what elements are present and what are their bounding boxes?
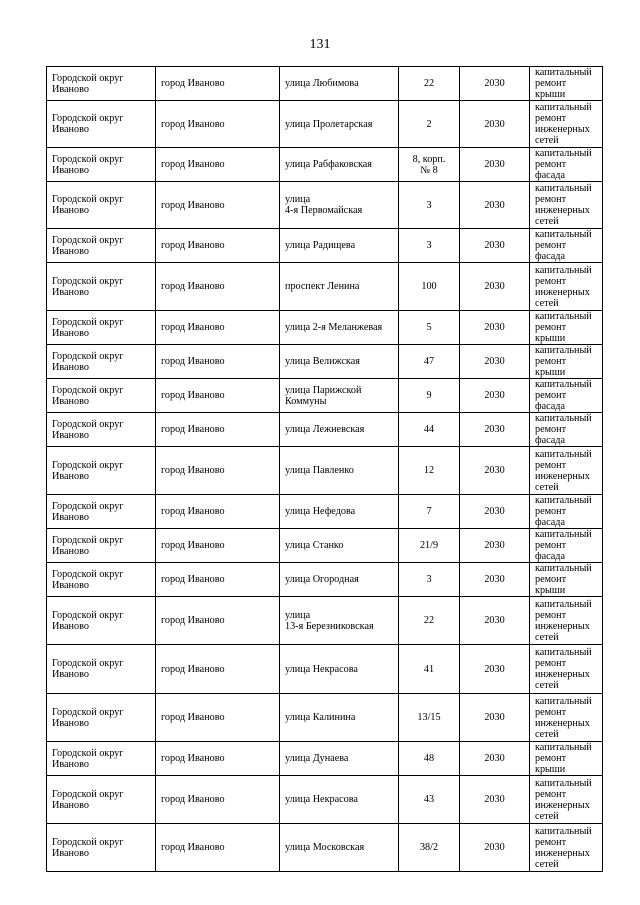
street-cell-text: проспект Ленина (285, 281, 360, 292)
street-cell-text: улица Парижской Коммуны (285, 384, 362, 407)
city-cell-text: город Иваново (161, 712, 225, 723)
year-cell-text: 2030 (484, 540, 505, 551)
house-number-cell-text: 22 (423, 78, 435, 89)
district-cell-text: Городской округ Иваново (52, 234, 124, 257)
street-cell (280, 229, 399, 263)
district-cell (47, 229, 156, 263)
year-cell (460, 776, 530, 824)
city-cell (156, 101, 280, 148)
work-type-cell (530, 597, 603, 645)
district-cell-text: Городской округ Иваново (52, 275, 124, 298)
year-cell-text: 2030 (484, 615, 505, 626)
district-cell (47, 67, 156, 101)
year-cell-text: 2030 (484, 118, 505, 130)
district-cell (47, 495, 156, 529)
house-number-cell-text: 8, корп. № 8 (412, 153, 446, 176)
work-type-cell (530, 694, 603, 742)
year-cell-text: 2030 (484, 712, 505, 723)
year-cell-text: 2030 (484, 842, 505, 853)
city-cell (156, 597, 280, 645)
house-number-cell-text: 3 (426, 240, 432, 251)
year-cell-text: 2030 (484, 794, 505, 805)
house-number-cell (399, 563, 460, 597)
work-type-cell-text: капитальный ремонт крыши (535, 67, 592, 100)
street-cell-text: улица 2-я Меланжевая (285, 322, 383, 333)
street-cell-text: улица Дунаева (285, 753, 349, 764)
work-type-cell (530, 148, 603, 182)
district-cell-text: Городской округ Иваново (52, 658, 124, 680)
city-cell (156, 563, 280, 597)
year-cell (460, 229, 530, 263)
city-cell (156, 694, 280, 742)
street-cell-text: улица Любимова (285, 78, 359, 89)
city-cell (156, 645, 280, 694)
street-cell (280, 694, 399, 742)
year-cell (460, 67, 530, 101)
year-cell-text: 2030 (484, 663, 505, 675)
house-number-cell-text: 41 (423, 663, 435, 675)
table-row (47, 694, 603, 742)
district-cell-text: Городской округ Иваново (52, 316, 124, 339)
work-type-cell (530, 182, 603, 229)
street-cell (280, 311, 399, 345)
work-type-cell (530, 563, 603, 597)
house-number-cell (399, 776, 460, 824)
district-cell (47, 694, 156, 742)
table-row (47, 529, 603, 563)
work-type-cell (530, 311, 603, 345)
house-number-cell (399, 148, 460, 182)
street-cell (280, 413, 399, 447)
district-cell-text: Городской округ Иваново (52, 534, 124, 557)
year-cell (460, 182, 530, 229)
work-type-cell-text: капитальный ремонт крыши (535, 345, 592, 378)
page-number: 131 (309, 37, 331, 52)
table-row (47, 263, 603, 311)
city-cell (156, 495, 280, 529)
district-cell-text: Городской округ Иваново (52, 194, 124, 216)
work-type-cell (530, 101, 603, 148)
work-type-cell-text: капитальный ремонт фасада (535, 229, 592, 262)
work-type-cell (530, 776, 603, 824)
street-cell (280, 379, 399, 413)
city-cell (156, 742, 280, 776)
street-cell-text: улица Лежневская (285, 424, 365, 435)
work-type-cell-text: капитальный ремонт крыши (535, 311, 592, 344)
street-cell (280, 67, 399, 101)
district-cell-text: Городской округ Иваново (52, 350, 124, 373)
street-cell (280, 645, 399, 694)
city-cell-text: город Иваново (161, 118, 225, 130)
house-number-cell-text: 44 (423, 424, 435, 435)
district-cell (47, 148, 156, 182)
street-cell-text: улица Огородная (285, 574, 359, 585)
district-cell (47, 776, 156, 824)
work-type-cell (530, 413, 603, 447)
table-row (47, 597, 603, 645)
table-row (47, 776, 603, 824)
district-cell (47, 597, 156, 645)
district-cell (47, 182, 156, 229)
year-cell-text: 2030 (484, 78, 505, 89)
work-type-cell-text: капитальный ремонт инженерных сетей (535, 647, 592, 691)
year-cell-text: 2030 (484, 465, 505, 476)
street-cell (280, 824, 399, 872)
registry-table (46, 66, 603, 872)
house-number-cell (399, 311, 460, 345)
street-cell (280, 345, 399, 379)
district-cell-text: Городской округ Иваново (52, 153, 124, 176)
street-cell (280, 182, 399, 229)
district-cell-text: Городской округ Иваново (52, 113, 124, 135)
house-number-cell-text: 47 (423, 356, 435, 367)
district-cell (47, 379, 156, 413)
house-number-cell-text: 2 (426, 118, 432, 130)
house-number-cell-text: 100 (421, 281, 437, 292)
house-number-cell-text: 43 (423, 794, 435, 805)
district-cell-text: Городской округ Иваново (52, 609, 124, 632)
work-type-cell (530, 67, 603, 101)
work-type-cell (530, 529, 603, 563)
city-cell (156, 824, 280, 872)
district-cell (47, 263, 156, 311)
year-cell (460, 311, 530, 345)
district-cell-text: Городской округ Иваново (52, 706, 124, 729)
district-cell-text: Городской округ Иваново (52, 459, 124, 482)
district-cell (47, 345, 156, 379)
district-cell (47, 311, 156, 345)
work-type-cell (530, 379, 603, 413)
house-number-cell (399, 345, 460, 379)
house-number-cell-text: 48 (423, 753, 435, 764)
house-number-cell (399, 182, 460, 229)
work-type-cell-text: капитальный ремонт фасада (535, 495, 592, 528)
work-type-cell-text: капитальный ремонт инженерных сетей (535, 598, 592, 643)
city-cell (156, 67, 280, 101)
city-cell (156, 182, 280, 229)
work-type-cell-text: капитальный ремонт инженерных сетей (535, 102, 592, 146)
work-type-cell (530, 495, 603, 529)
house-number-cell (399, 67, 460, 101)
table-row (47, 311, 603, 345)
street-cell-text: улица Рабфаковская (285, 159, 372, 170)
table-row (47, 67, 603, 101)
house-number-cell (399, 742, 460, 776)
table-row (47, 824, 603, 872)
district-cell-text: Городской округ Иваново (52, 568, 124, 591)
street-cell-text: улица Некрасова (285, 663, 358, 675)
city-cell-text: город Иваново (161, 615, 225, 626)
street-cell-text: улица Радищева (285, 240, 356, 251)
street-cell-text: улица Некрасова (285, 794, 358, 805)
city-cell (156, 413, 280, 447)
house-number-cell (399, 495, 460, 529)
city-cell (156, 529, 280, 563)
street-cell (280, 495, 399, 529)
year-cell-text: 2030 (484, 281, 505, 292)
table-row (47, 413, 603, 447)
district-cell-text: Городской округ Иваново (52, 747, 124, 770)
city-cell-text: город Иваново (161, 240, 225, 251)
house-number-cell (399, 101, 460, 148)
year-cell (460, 495, 530, 529)
district-cell (47, 413, 156, 447)
district-cell (47, 563, 156, 597)
city-cell-text: город Иваново (161, 842, 225, 853)
city-cell-text: город Иваново (161, 78, 225, 89)
city-cell (156, 263, 280, 311)
street-cell-text: улица Пролетарская (285, 118, 373, 130)
work-type-cell-text: капитальный ремонт инженерных сетей (535, 448, 592, 493)
house-number-cell-text: 38/2 (419, 842, 439, 853)
city-cell-text: город Иваново (161, 465, 225, 476)
district-cell (47, 824, 156, 872)
district-cell-text: Городской округ Иваново (52, 788, 124, 811)
work-type-cell (530, 742, 603, 776)
year-cell (460, 645, 530, 694)
work-type-cell-text: капитальный ремонт фасада (535, 148, 592, 181)
street-cell (280, 529, 399, 563)
street-cell-text: улица 4-я Первомайская (285, 194, 363, 216)
district-cell (47, 645, 156, 694)
work-type-cell (530, 645, 603, 694)
year-cell-text: 2030 (484, 753, 505, 764)
year-cell-text: 2030 (484, 240, 505, 251)
street-cell-text: улица Станко (285, 540, 344, 551)
year-cell (460, 529, 530, 563)
year-cell-text: 2030 (484, 506, 505, 517)
street-cell-text: улица Калинина (285, 712, 356, 723)
table-row (47, 563, 603, 597)
year-cell (460, 379, 530, 413)
house-number-cell-text: 12 (423, 465, 435, 476)
street-cell (280, 776, 399, 824)
work-type-cell-text: капитальный ремонт инженерных сетей (535, 777, 592, 822)
city-cell (156, 345, 280, 379)
city-cell-text: город Иваново (161, 794, 225, 805)
house-number-cell-text: 3 (426, 199, 432, 211)
work-type-cell-text: капитальный ремонт крыши (535, 563, 592, 596)
city-cell-text: город Иваново (161, 159, 225, 170)
street-cell (280, 742, 399, 776)
year-cell (460, 101, 530, 148)
city-cell-text: город Иваново (161, 540, 225, 551)
table-row (47, 645, 603, 694)
work-type-cell (530, 263, 603, 311)
table-row (47, 742, 603, 776)
registry-table-body (47, 67, 603, 872)
year-cell (460, 263, 530, 311)
district-cell-text: Городской округ Иваново (52, 836, 124, 859)
city-cell-text: город Иваново (161, 574, 225, 585)
table-row (47, 229, 603, 263)
street-cell-text: улица 13-я Березниковская (285, 609, 374, 632)
street-cell (280, 101, 399, 148)
year-cell-text: 2030 (484, 199, 505, 211)
street-cell (280, 597, 399, 645)
city-cell (156, 379, 280, 413)
city-cell-text: город Иваново (161, 356, 225, 367)
house-number-cell-text: 5 (426, 322, 432, 333)
year-cell (460, 345, 530, 379)
house-number-cell (399, 447, 460, 495)
house-number-cell (399, 645, 460, 694)
work-type-cell-text: капитальный ремонт крыши (535, 742, 592, 775)
house-number-cell (399, 229, 460, 263)
city-cell (156, 447, 280, 495)
year-cell (460, 694, 530, 742)
house-number-cell (399, 379, 460, 413)
district-cell-text: Городской округ Иваново (52, 500, 124, 523)
house-number-cell-text: 13/15 (417, 712, 441, 723)
house-number-cell (399, 824, 460, 872)
city-cell (156, 148, 280, 182)
work-type-cell (530, 345, 603, 379)
year-cell-text: 2030 (484, 574, 505, 585)
district-cell (47, 101, 156, 148)
work-type-cell-text: капитальный ремонт инженерных сетей (535, 695, 592, 740)
city-cell-text: город Иваново (161, 281, 225, 292)
street-cell-text: улица Нефедова (285, 506, 356, 517)
year-cell (460, 563, 530, 597)
house-number-cell (399, 263, 460, 311)
street-cell-text: улица Московская (285, 842, 365, 853)
street-cell (280, 563, 399, 597)
work-type-cell (530, 447, 603, 495)
city-cell-text: город Иваново (161, 199, 225, 211)
district-cell (47, 529, 156, 563)
work-type-cell-text: капитальный ремонт фасада (535, 529, 592, 562)
table-row (47, 379, 603, 413)
house-number-cell-text: 7 (426, 506, 432, 517)
district-cell-text: Городской округ Иваново (52, 418, 124, 441)
house-number-cell (399, 597, 460, 645)
street-cell-text: улица Павленко (285, 465, 354, 476)
city-cell-text: город Иваново (161, 506, 225, 517)
house-number-cell-text: 22 (423, 615, 435, 626)
work-type-cell-text: капитальный ремонт фасада (535, 379, 592, 412)
city-cell (156, 776, 280, 824)
work-type-cell-text: капитальный ремонт инженерных сетей (535, 264, 592, 309)
district-cell-text: Городской округ Иваново (52, 72, 124, 95)
year-cell (460, 742, 530, 776)
work-type-cell (530, 229, 603, 263)
city-cell-text: город Иваново (161, 390, 225, 401)
house-number-cell (399, 694, 460, 742)
district-cell (47, 447, 156, 495)
city-cell-text: город Иваново (161, 322, 225, 333)
city-cell (156, 229, 280, 263)
table-row (47, 447, 603, 495)
work-type-cell-text: капитальный ремонт инженерных сетей (535, 825, 592, 870)
city-cell-text: город Иваново (161, 424, 225, 435)
year-cell-text: 2030 (484, 322, 505, 333)
table-row (47, 345, 603, 379)
work-type-cell-text: капитальный ремонт инженерных сетей (535, 183, 592, 227)
table-row (47, 495, 603, 529)
house-number-cell (399, 529, 460, 563)
year-cell (460, 447, 530, 495)
year-cell (460, 413, 530, 447)
street-cell (280, 148, 399, 182)
street-cell (280, 447, 399, 495)
district-cell (47, 742, 156, 776)
table-row (47, 101, 603, 148)
city-cell (156, 311, 280, 345)
year-cell (460, 597, 530, 645)
street-cell-text: улица Велижская (285, 356, 360, 367)
year-cell-text: 2030 (484, 390, 505, 401)
table-row (47, 148, 603, 182)
year-cell-text: 2030 (484, 159, 505, 170)
city-cell-text: город Иваново (161, 753, 225, 764)
city-cell-text: город Иваново (161, 663, 225, 675)
street-cell (280, 263, 399, 311)
house-number-cell-text: 9 (426, 390, 432, 401)
house-number-cell (399, 413, 460, 447)
table-row (47, 182, 603, 229)
house-number-cell-text: 3 (426, 574, 432, 585)
year-cell-text: 2030 (484, 356, 505, 367)
house-number-cell-text: 21/9 (419, 540, 439, 551)
year-cell (460, 824, 530, 872)
year-cell (460, 148, 530, 182)
year-cell-text: 2030 (484, 424, 505, 435)
district-cell-text: Городской округ Иваново (52, 384, 124, 407)
work-type-cell-text: капитальный ремонт фасада (535, 413, 592, 446)
work-type-cell (530, 824, 603, 872)
